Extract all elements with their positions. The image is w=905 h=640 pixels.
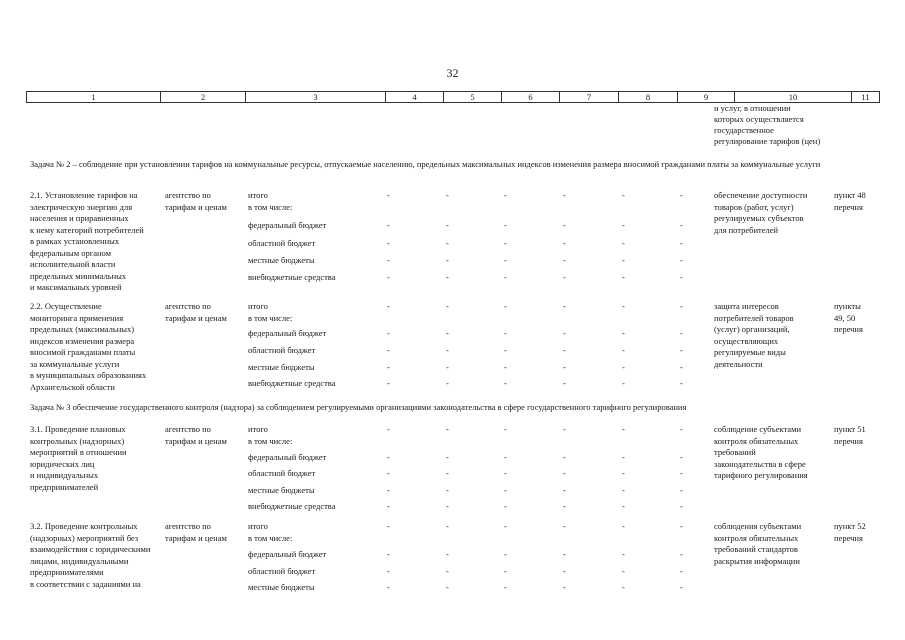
value-dash: - <box>680 452 683 462</box>
value-dash: - <box>446 582 449 592</box>
col-header-cell: 8 <box>619 92 678 103</box>
value-dash: - <box>504 424 507 434</box>
value-dash: - <box>622 501 625 511</box>
value-dash: - <box>387 238 390 248</box>
fin-local: местные бюджеты <box>248 485 315 495</box>
value-dash: - <box>563 485 566 495</box>
value-dash: - <box>622 255 625 265</box>
executor-3-2: агентство по тарифам и ценам <box>165 521 227 543</box>
measure-3-2: 3.2. Проведение контрольных (надзорных) мероприятий без взаимодействия с юридическими лицами, индивидуальными предпринимателями в соответствии с заданиями на <box>30 521 151 589</box>
value-dash: - <box>387 362 390 372</box>
value-dash: - <box>446 468 449 478</box>
value-dash: - <box>622 521 625 531</box>
ref-2-1: пункт 48 перечня <box>834 190 866 212</box>
value-dash: - <box>622 238 625 248</box>
fin-local: местные бюджеты <box>248 362 315 372</box>
value-dash: - <box>504 220 507 230</box>
value-dash: - <box>387 378 390 388</box>
value-dash: - <box>387 485 390 495</box>
value-dash: - <box>387 521 390 531</box>
value-dash: - <box>563 255 566 265</box>
value-dash: - <box>680 272 683 282</box>
value-dash: - <box>387 328 390 338</box>
value-dash: - <box>563 549 566 559</box>
value-dash: - <box>446 301 449 311</box>
value-dash: - <box>504 452 507 462</box>
value-dash: - <box>504 485 507 495</box>
col-header-cell: 3 <box>246 92 386 103</box>
value-dash: - <box>563 501 566 511</box>
col-header-cell: 10 <box>735 92 852 103</box>
column-number-header <box>26 91 880 103</box>
value-dash: - <box>387 566 390 576</box>
result-2-1: обеспечение доступности товаров (работ, услуг) регулируемых субъектов для потребителей <box>714 190 808 235</box>
fin-extrabudget: внебюджетные средства <box>248 501 336 511</box>
value-dash: - <box>563 424 566 434</box>
value-dash: - <box>504 255 507 265</box>
value-dash: - <box>680 424 683 434</box>
value-dash: - <box>387 452 390 462</box>
value-dash: - <box>504 378 507 388</box>
fin-extrabudget: внебюджетные средства <box>248 378 336 388</box>
value-dash: - <box>680 328 683 338</box>
value-dash: - <box>446 485 449 495</box>
col-header-cell: 5 <box>444 92 502 103</box>
value-dash: - <box>387 345 390 355</box>
value-dash: - <box>504 566 507 576</box>
fin-federal: федеральный бюджет <box>248 549 327 559</box>
fin-total: итого <box>248 424 268 434</box>
fin-regional: областной бюджет <box>248 566 316 576</box>
value-dash: - <box>680 301 683 311</box>
value-dash: - <box>504 582 507 592</box>
value-dash: - <box>504 345 507 355</box>
measure-2-2: 2.2. Осуществление мониторинга применения предельных (максимальных) индексов изменения размера вносимой гражданами платы за коммунальные услуги в муниципальных образованиях Архангельской области <box>30 301 147 392</box>
fin-total: итого <box>248 521 268 531</box>
value-dash: - <box>563 220 566 230</box>
value-dash: - <box>563 272 566 282</box>
fin-federal: федеральный бюджет <box>248 328 327 338</box>
col-header-cell: 9 <box>678 92 735 103</box>
value-dash: - <box>504 521 507 531</box>
value-dash: - <box>387 424 390 434</box>
fin-extrabudget: внебюджетные средства <box>248 272 336 282</box>
col-header-cell: 11 <box>852 92 880 103</box>
value-dash: - <box>622 566 625 576</box>
value-dash: - <box>563 566 566 576</box>
value-dash: - <box>622 220 625 230</box>
value-dash: - <box>504 238 507 248</box>
value-dash: - <box>622 362 625 372</box>
value-dash: - <box>446 255 449 265</box>
value-dash: - <box>680 345 683 355</box>
value-dash: - <box>563 328 566 338</box>
fin-incl: в том числе: <box>248 202 293 212</box>
task-2-heading: Задача № 2 – соблюдение при установлении тарифов на коммунальные ресурсы, отпускаемые населению, предельных максимальных индексов изменения размера вносимой гражданами платы за коммунальные услуги <box>30 159 821 169</box>
executor-2-2: агентство по тарифам и ценам <box>165 301 227 323</box>
value-dash: - <box>622 378 625 388</box>
col-header-cell: 6 <box>502 92 560 103</box>
value-dash: - <box>622 301 625 311</box>
value-dash: - <box>563 190 566 200</box>
value-dash: - <box>563 521 566 531</box>
value-dash: - <box>563 301 566 311</box>
value-dash: - <box>680 501 683 511</box>
fin-incl: в том числе: <box>248 533 293 543</box>
col-header-cell: 1 <box>27 92 161 103</box>
col-header-cell: 7 <box>560 92 619 103</box>
value-dash: - <box>680 468 683 478</box>
fin-federal: федеральный бюджет <box>248 220 327 230</box>
fin-regional: областной бюджет <box>248 238 316 248</box>
value-dash: - <box>387 582 390 592</box>
value-dash: - <box>446 452 449 462</box>
value-dash: - <box>504 549 507 559</box>
value-dash: - <box>680 485 683 495</box>
value-dash: - <box>680 362 683 372</box>
ref-3-1: пункт 51 перечня <box>834 424 866 446</box>
value-dash: - <box>563 582 566 592</box>
page-number: 32 <box>446 66 459 80</box>
value-dash: - <box>622 345 625 355</box>
value-dash: - <box>446 566 449 576</box>
value-dash: - <box>680 521 683 531</box>
value-dash: - <box>680 549 683 559</box>
fin-regional: областной бюджет <box>248 468 316 478</box>
value-dash: - <box>387 220 390 230</box>
value-dash: - <box>504 272 507 282</box>
value-dash: - <box>446 238 449 248</box>
fin-local: местные бюджеты <box>248 582 315 592</box>
value-dash: - <box>680 190 683 200</box>
value-dash: - <box>622 272 625 282</box>
ref-2-2: пункты 49, 50 перечня <box>834 301 863 334</box>
value-dash: - <box>622 190 625 200</box>
task-3-heading: Задача № 3 обеспечение государственного контроля (надзора) за соблюдением регулируемыми организациями законодательства в сфере государственного тарифного регулирования <box>30 402 687 412</box>
value-dash: - <box>680 255 683 265</box>
fin-incl: в том числе: <box>248 436 293 446</box>
value-dash: - <box>387 190 390 200</box>
executor-2-1: агентство по тарифам и ценам <box>165 190 227 212</box>
value-dash: - <box>680 238 683 248</box>
value-dash: - <box>446 362 449 372</box>
value-dash: - <box>504 301 507 311</box>
result-3-2: соблюдения субъектами контроля обязательных требований стандартов раскрытия информации <box>714 521 802 566</box>
measure-2-1: 2.1. Установление тарифов на электрическую энергию для населения и приравненных к нему категорий потребителей в рамках установленных федеральным органом исполнительной власти предельных минимальных и максимальных уровней <box>30 190 144 292</box>
value-dash: - <box>387 468 390 478</box>
value-dash: - <box>680 378 683 388</box>
value-dash: - <box>680 220 683 230</box>
value-dash: - <box>387 255 390 265</box>
value-dash: - <box>446 501 449 511</box>
value-dash: - <box>387 272 390 282</box>
value-dash: - <box>622 452 625 462</box>
value-dash: - <box>563 468 566 478</box>
value-dash: - <box>563 238 566 248</box>
value-dash: - <box>446 549 449 559</box>
value-dash: - <box>680 582 683 592</box>
value-dash: - <box>680 566 683 576</box>
value-dash: - <box>622 582 625 592</box>
value-dash: - <box>446 424 449 434</box>
fin-incl: в том числе: <box>248 313 293 323</box>
value-dash: - <box>446 220 449 230</box>
value-dash: - <box>446 378 449 388</box>
result-2-2: защита интересов потребителей товаров (услуг) организаций, осуществляющих регулируемые виды деятельности <box>714 301 794 369</box>
value-dash: - <box>622 485 625 495</box>
value-dash: - <box>563 378 566 388</box>
fin-federal: федеральный бюджет <box>248 452 327 462</box>
fin-total: итого <box>248 301 268 311</box>
value-dash: - <box>446 345 449 355</box>
value-dash: - <box>446 328 449 338</box>
value-dash: - <box>504 362 507 372</box>
value-dash: - <box>387 301 390 311</box>
col-header-cell: 4 <box>386 92 444 103</box>
value-dash: - <box>446 190 449 200</box>
col-header-cell: 2 <box>161 92 246 103</box>
measure-3-1: 3.1. Проведение плановых контрольных (надзорных) мероприятий в отношении юридических лиц и индивидуальных предпринимателей <box>30 424 127 492</box>
value-dash: - <box>563 345 566 355</box>
value-dash: - <box>622 468 625 478</box>
fin-local: местные бюджеты <box>248 255 315 265</box>
value-dash: - <box>504 468 507 478</box>
value-dash: - <box>563 452 566 462</box>
value-dash: - <box>504 328 507 338</box>
value-dash: - <box>446 272 449 282</box>
value-dash: - <box>387 501 390 511</box>
fin-regional: областной бюджет <box>248 345 316 355</box>
value-dash: - <box>622 424 625 434</box>
value-dash: - <box>446 521 449 531</box>
result-3-1: соблюдение субъектами контроля обязательных требований законодательства в сфере тарифного регулирования <box>714 424 808 480</box>
executor-3-1: агентство по тарифам и ценам <box>165 424 227 446</box>
value-dash: - <box>504 501 507 511</box>
value-dash: - <box>387 549 390 559</box>
carryover-text: и услуг, в отношении которых осуществляется государственное регулирование тарифов (цен) <box>714 103 821 146</box>
ref-3-2: пункт 52 перечня <box>834 521 866 543</box>
value-dash: - <box>622 328 625 338</box>
value-dash: - <box>563 362 566 372</box>
fin-total: итого <box>248 190 268 200</box>
value-dash: - <box>622 549 625 559</box>
value-dash: - <box>504 190 507 200</box>
